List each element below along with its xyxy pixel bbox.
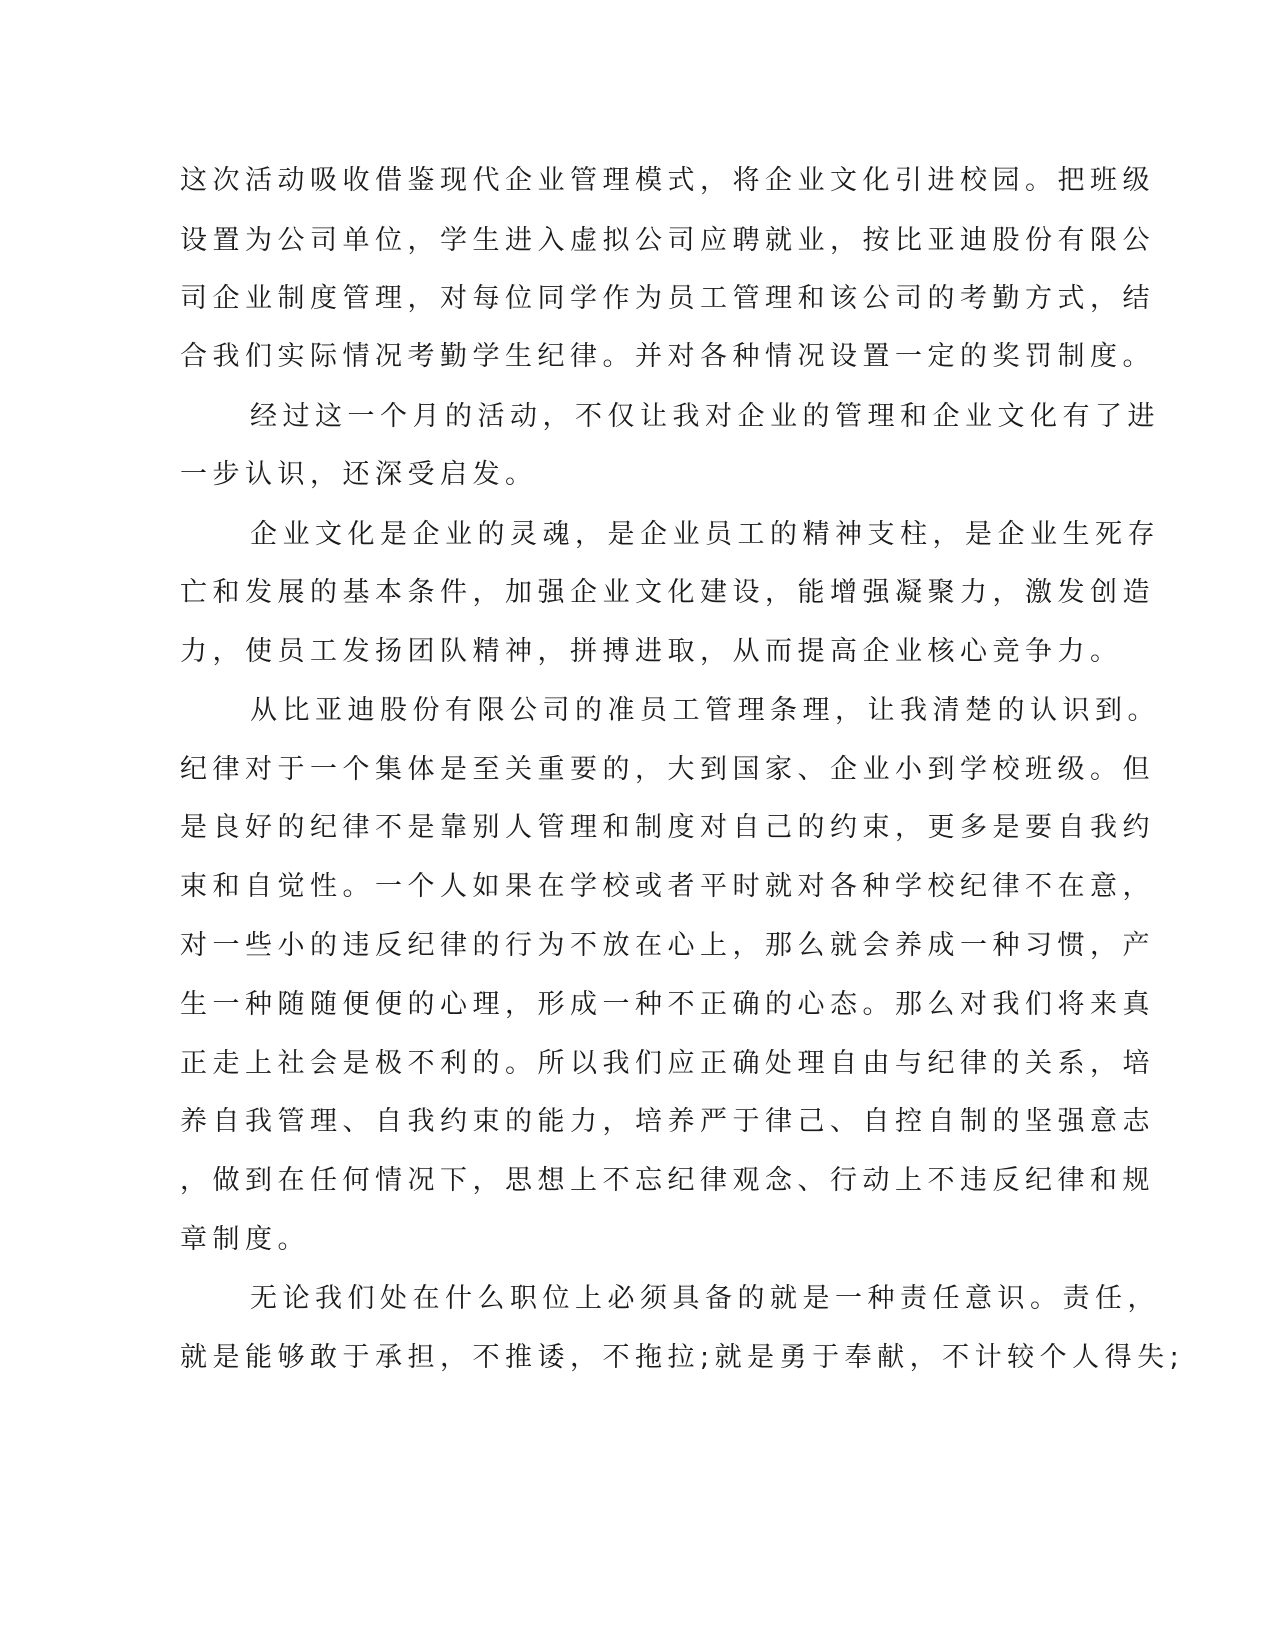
paragraph-3-line-3: 力，使员工发扬团队精神，拼搏进取，从而提高企业核心竞争力。 — [180, 636, 1123, 667]
paragraph-1-line-3: 司企业制度管理，对每位同学作为员工管理和该公司的考勤方式，结 — [180, 283, 1155, 314]
paragraph-4-line-6: 生一种随随便便的心理，形成一种不正确的心态。那么对我们将来真 — [180, 989, 1155, 1020]
paragraph-5-line-1: 无论我们处在什么职位上必须具备的就是一种责任意识。责任， — [250, 1283, 1160, 1314]
paragraph-3-line-1: 企业文化是企业的灵魂，是企业员工的精神支柱，是企业生死存 — [250, 519, 1160, 550]
paragraph-4-line-2: 纪律对于一个集体是至关重要的，大到国家、企业小到学校班级。但 — [180, 754, 1155, 785]
paragraph-2-line-2: 一步认识，还深受启发。 — [180, 459, 538, 490]
paragraph-4-line-1: 从比亚迪股份有限公司的准员工管理条理，让我清楚的认识到。 — [250, 695, 1160, 726]
paragraph-4-line-8: 养自我管理、自我约束的能力，培养严于律己、自控自制的坚强意志 — [180, 1106, 1155, 1137]
paragraph-4-line-10: 章制度。 — [180, 1224, 310, 1255]
paragraph-4-line-9: ，做到在任何情况下，思想上不忘纪律观念、行动上不违反纪律和规 — [180, 1165, 1155, 1196]
paragraph-4-line-3: 是良好的纪律不是靠别人管理和制度对自己的约束，更多是要自我约 — [180, 812, 1155, 843]
paragraph-4-line-7: 正走上社会是极不利的。所以我们应正确处理自由与纪律的关系，培 — [180, 1048, 1155, 1079]
paragraph-4-line-5: 对一些小的违反纪律的行为不放在心上，那么就会养成一种习惯，产 — [180, 930, 1155, 961]
paragraph-1-line-4: 合我们实际情况考勤学生纪律。并对各种情况设置一定的奖罚制度。 — [180, 341, 1155, 372]
paragraph-5-line-2: 就是能够敢于承担，不推诿，不拖拉;就是勇于奉献，不计较个人得失; — [180, 1342, 1185, 1373]
paragraph-1-line-2: 设置为公司单位，学生进入虚拟公司应聘就业，按比亚迪股份有限公 — [180, 225, 1155, 256]
paragraph-2-line-1: 经过这一个月的活动，不仅让我对企业的管理和企业文化有了进 — [250, 401, 1160, 432]
paragraph-4-line-4: 束和自觉性。一个人如果在学校或者平时就对各种学校纪律不在意， — [180, 871, 1155, 902]
paragraph-3-line-2: 亡和发展的基本条件，加强企业文化建设，能增强凝聚力，激发创造 — [180, 577, 1155, 608]
paragraph-1-line-1: 这次活动吸收借鉴现代企业管理模式，将企业文化引进校园。把班级 — [180, 165, 1155, 196]
